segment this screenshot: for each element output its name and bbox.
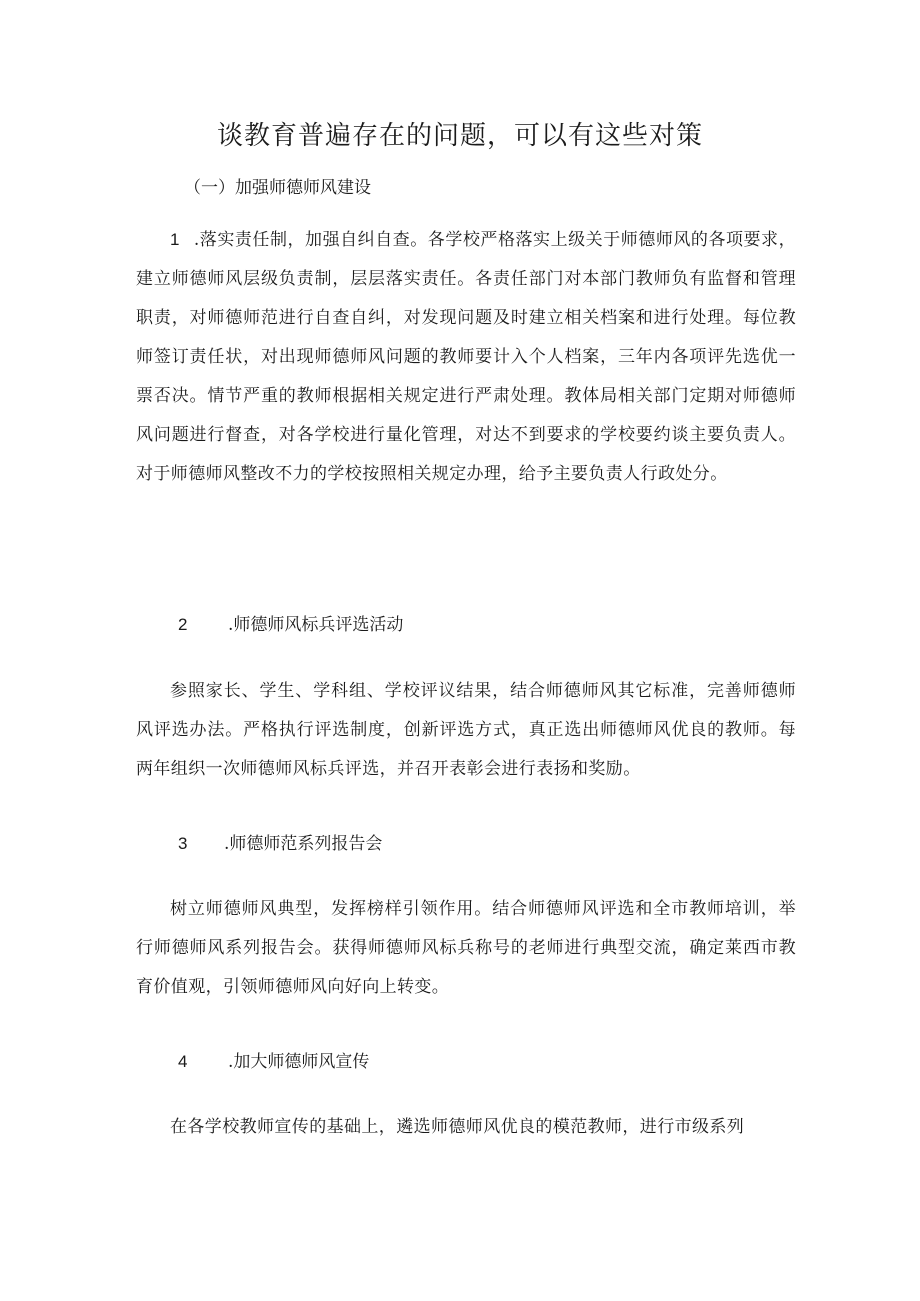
item-4-paragraph: 在各学校教师宣传的基础上，遴选师德师风优良的模范教师，进行市级系列 [170,1117,745,1137]
section-heading: （一）加强师德师风建设 [184,178,371,198]
item-2-number: 2 [178,615,188,634]
item-1-paragraph [136,220,796,494]
item-2-heading [178,613,403,637]
item-2-paragraph: 参照家长、学生、学科组、学校评议结果，结合师德师风其它标准，完善师德师风评选办法。严格执行评选制度，创新评选方式，真正选出师德师风优良的教师。每两年组织一次师德师风标兵评选，并召开表彰会进行表扬和奖励。 [136,681,796,779]
item-4-heading [178,1050,369,1074]
document-title: 谈教育普遍存在的问题，可以有这些对策 [216,121,703,151]
item-3-heading [178,832,382,856]
item-3-paragraph: 树立师德师风典型，发挥榜样引领作用。结合师德师风评选和全市教师培训，举行师德师风系列报告会。获得师德师风标兵称号的老师进行典型交流，确定莱西市教育价值观，引领师德师风向好向上转变。 [136,899,796,997]
item-3-heading-text: .师德师范系列报告会 [224,834,383,854]
item-4-number: 4 [178,1052,188,1071]
item-4-heading-text: .加大师德师风宣传 [228,1052,370,1072]
item-2-heading-text: .师德师风标兵评选活动 [228,615,404,635]
item-1-text: .落实责任制，加强自纠自查。各学校严格落实上级关于师德师风的各项要求，建立师德师风层级负责制，层层落实责任。各责任部门对本部门教师负有监督和管理职责，对师德师范进行自查自纠，对发现问题及时建立相关档案和进行处理。每位教师签订责任状，对出现师德师风问题的教师要计入个人档案，三年内各项评先选优一票否决。情节严重的教师根据相关规定进行严肃处理。教体局相关部门定期对师德师风问题进行督查，对各学校进行量化管理，对达不到要求的学校要约谈主要负责人。对于师德师风整改不力的学校按照相关规定办理，给予主要负责人行政处分。 [136,230,796,484]
item-3-number: 3 [178,834,188,853]
item-1-number: 1 [170,230,180,249]
